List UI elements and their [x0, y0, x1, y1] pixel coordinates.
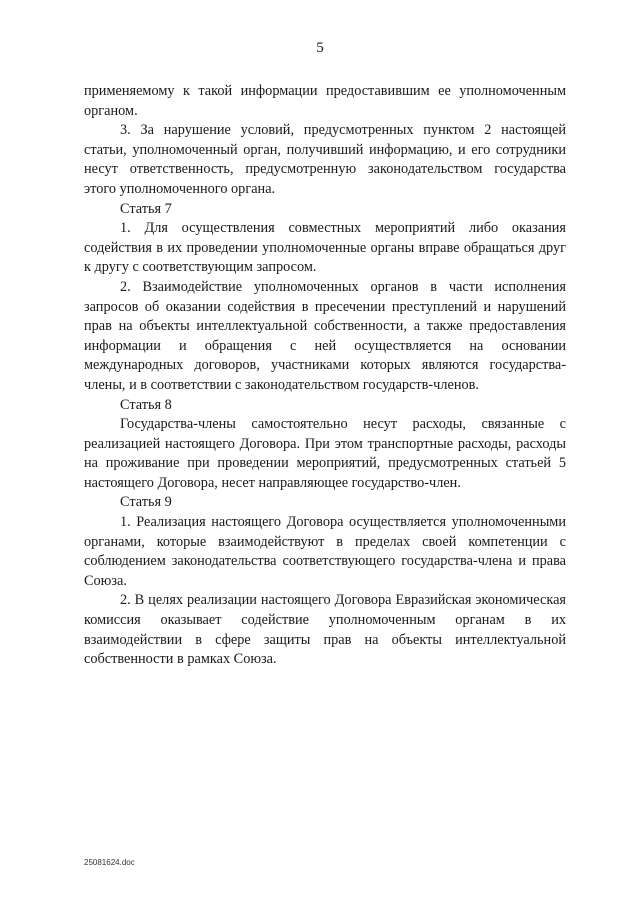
heading-article-9: Статья 9: [120, 494, 172, 511]
paragraph-article9-item1: 1. Реализация настоящего Договора осуществляется уполномоченными органами, которые взаимодействуют в пределах своей компетенции с соблюдением законодательства соответствующего государства-члена и права Союза.: [84, 514, 566, 589]
heading-article-8: Статья 8: [120, 396, 172, 413]
paragraph-article7-item2: 2. Взаимодействие уполномоченных органов в части исполнения запросов об оказании содействия в пресечении преступлений и нарушений прав на объекты интеллектуальной собственности, а также предоставления информации и обращения с ней осуществляется на основании международных договоров, участниками которых являются государства-члены, и в соответствии с законодательством государств-членов.: [84, 278, 566, 393]
paragraph-article8: Государства-члены самостоятельно несут расходы, связанные с реализацией настоящего Договора. При этом транспортные расходы, расходы на проживание при проведении мероприятий, предусмотренных статьей 5 настоящего Договора, несет направляющее государство-член.: [84, 416, 566, 491]
paragraph-article9-item2: 2. В целях реализации настоящего Договора Евразийская экономическая комиссия оказывает содействие уполномоченным органам в их взаимодействии в сфере защиты прав на объекты интеллектуальной собственности в рамках Союза.: [84, 592, 566, 668]
file-name-footer: 25081624.doc: [84, 858, 135, 867]
heading-article-7: Статья 7: [120, 200, 172, 217]
page-number: 5: [316, 40, 324, 56]
paragraph-article6-item3: 3. За нарушение условий, предусмотренных пунктом 2 настоящей статьи, уполномоченный орган, получивший информацию, и его сотрудники несут ответственность, предусмотренную законодательством государства этого уполномоченного органа.: [84, 122, 566, 197]
paragraph-continued: применяемому к такой информации предоставившим ее уполномоченным органом.: [84, 83, 566, 119]
paragraph-article7-item1: 1. Для осуществления совместных мероприятий либо оказания содействия в их проведении уполномоченные органы вправе обращаться друг к другу с соответствующим запросом.: [84, 220, 566, 276]
document-body: [84, 82, 566, 670]
